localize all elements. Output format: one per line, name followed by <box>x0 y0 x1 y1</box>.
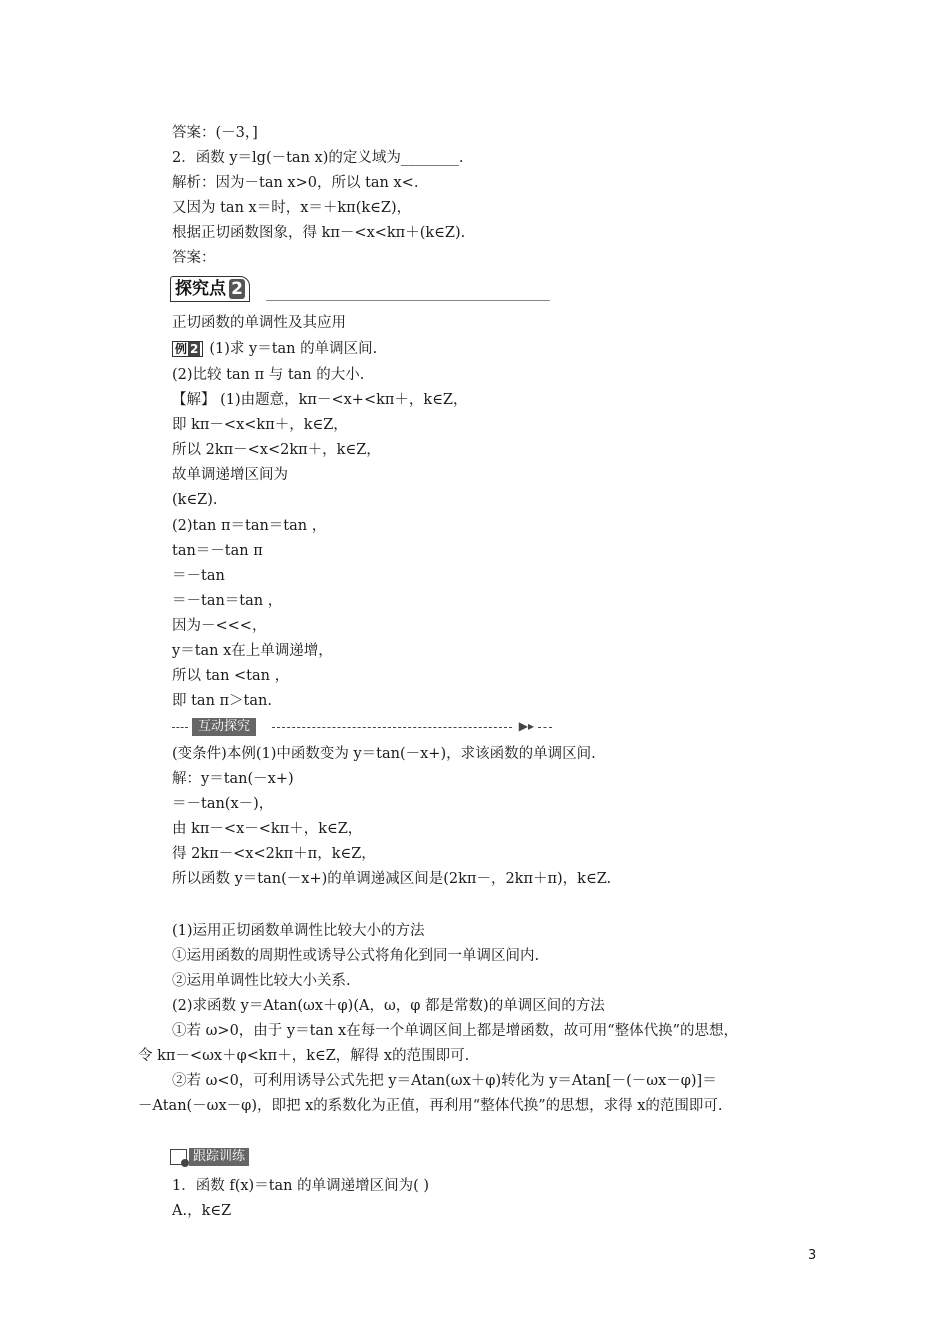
example-line: (k∈Z). <box>172 492 218 508</box>
explore-divider <box>172 718 552 736</box>
topic-title: 正切函数的单调性及其应用 <box>172 315 346 331</box>
example-line <box>172 340 377 358</box>
method-line: ①运用函数的周期性或诱导公式将角化到同一单调区间内. <box>172 948 540 964</box>
example-line: ＝－tan <box>172 568 225 584</box>
answer-line: 答案： <box>172 250 216 266</box>
example-line: tan＝－tan π <box>172 543 263 559</box>
method-line: 令 kπ－<ωx＋φ<kπ＋，k∈Z，解得 x的范围即可. <box>138 1048 470 1064</box>
example-line: 即 tan π＞tan. <box>172 693 272 709</box>
example-line: 故单调递增区间为 <box>172 467 288 483</box>
section-title: 探究点 <box>175 279 226 299</box>
variant-line: 所以函数 y＝tan(－x+)的单调递减区间是(2kπ－，2kπ＋π)，k∈Z. <box>172 871 612 887</box>
example-tag-number: 2 <box>190 342 199 356</box>
track-label: 跟踪训练 <box>189 1148 249 1166</box>
example-line: 【解】 (1)由题意，kπ－<x+<kπ＋，k∈Z， <box>172 392 468 408</box>
variant-line: (变条件)本例(1)中函数变为 y＝tan(－x+)，求该函数的单调区间. <box>172 746 596 762</box>
section-number: 2 <box>229 279 245 299</box>
dash-middle <box>272 727 512 728</box>
method-line: (2)求函数 y＝Atan(ωx＋φ)(A，ω，φ 都是常数)的单调区间的方法 <box>172 998 605 1014</box>
example-text: (1)求 y＝tan 的单调区间. <box>209 341 378 357</box>
arrow-right-icon: ▶▸ <box>518 719 534 733</box>
analysis-line: 解析：因为－tan x>0，所以 tan x<. <box>172 175 419 191</box>
example-tag <box>172 341 203 357</box>
dash-right <box>538 727 552 728</box>
answer-line: 答案：(－3，] <box>172 125 258 141</box>
example-tag-label: 例 <box>175 342 188 356</box>
explore-tag: 互动探究 <box>192 718 256 736</box>
method-line: ②若 ω<0，可利用诱导公式先把 y＝Atan(ωx＋φ)转化为 y＝Atan[－(－ωx－φ)]＝ <box>172 1073 717 1089</box>
dash-left <box>172 727 188 728</box>
variant-line: ＝－tan(x－)， <box>172 796 274 812</box>
variant-line: 由 kπ－<x－<kπ＋，k∈Z， <box>172 821 363 837</box>
analysis-line: 根据正切函数图象，得 kπ－<x<kπ＋(k∈Z). <box>172 225 466 241</box>
method-line: ②运用单调性比较大小关系. <box>172 973 351 989</box>
example-line: 因为－<<<， <box>172 618 267 634</box>
page-number: 3 <box>808 1248 817 1263</box>
section-header <box>170 276 550 302</box>
example-line: ＝－tan＝tan ， <box>172 593 283 609</box>
question-line: 2．函数 y＝lg(－tan x)的定义域为________. <box>172 150 464 166</box>
track-training-header <box>170 1148 249 1166</box>
example-line: y＝tan x在上单调递增， <box>172 643 333 659</box>
example-line: 所以 tan <tan ， <box>172 668 290 684</box>
notebook-icon <box>170 1149 187 1165</box>
example-line: (2)比较 tan π 与 tan 的大小. <box>172 367 365 383</box>
analysis-line: 又因为 tan x＝时，x＝＋kπ(k∈Z)， <box>172 200 412 216</box>
example-line: (2)tan π＝tan＝tan ， <box>172 518 327 534</box>
section-title-box <box>170 276 250 302</box>
method-line: ①若 ω>0，由于 y＝tan x在每一个单调区间上都是增函数，故可用“整体代换”的思想， <box>172 1023 739 1039</box>
variant-line: 解：y＝tan(－x+) <box>172 771 294 787</box>
method-line: (1)运用正切函数单调性比较大小的方法 <box>172 923 425 939</box>
method-line: －Atan(－ωx－φ)，即把 x的系数化为正值，再利用“整体代换”的思想，求得 x的范围即可. <box>138 1098 723 1114</box>
exercise-line: A.，k∈Z <box>172 1203 232 1219</box>
exercise-line: 1．函数 f(x)＝tan 的单调递增区间为( ) <box>172 1178 430 1194</box>
variant-line: 得 2kπ－<x<2kπ＋π，k∈Z， <box>172 846 376 862</box>
example-line: 即 kπ－<x<kπ＋，k∈Z， <box>172 417 348 433</box>
section-rule <box>266 300 550 301</box>
example-line: 所以 2kπ－<x<2kπ＋，k∈Z， <box>172 442 381 458</box>
